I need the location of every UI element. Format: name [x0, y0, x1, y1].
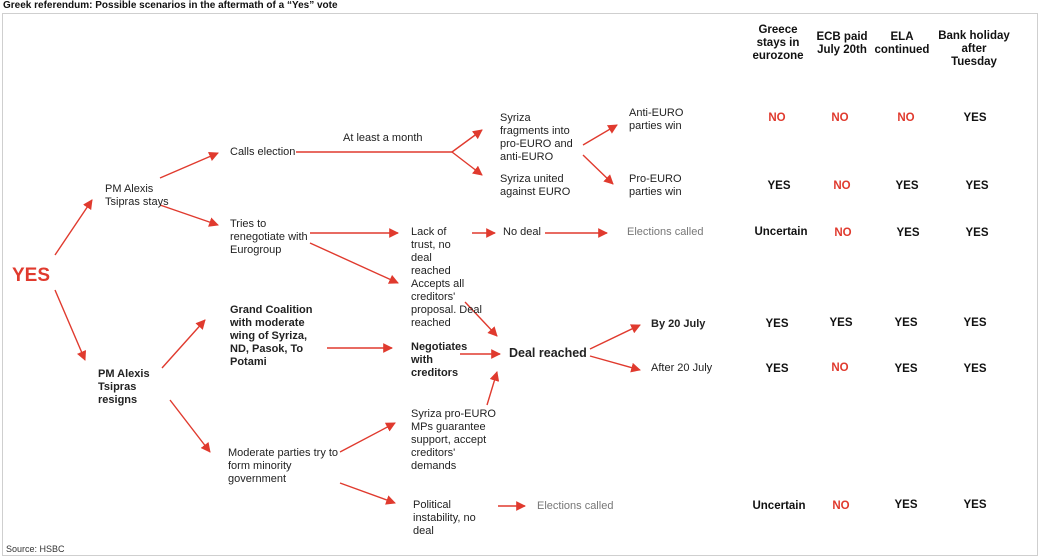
node-syriza-fragments: Syriza fragments into pro-EURO and anti-EURO [500, 112, 573, 163]
cell-greece: YES [765, 318, 789, 330]
arrow-split-to-fragments [452, 130, 482, 152]
arrow-resigns-to-coalition [162, 320, 205, 368]
arrow-split-to-united [452, 152, 482, 175]
cell-bank: YES [965, 227, 989, 239]
cell-greece: Uncertain [754, 226, 808, 238]
node-after-20-july: After 20 July [651, 362, 713, 374]
node-moderate-parties: Moderate parties try to form minority government [228, 447, 339, 485]
cell-greece: YES [767, 180, 791, 192]
node-pm-resigns: PM Alexis Tsipras resigns [98, 368, 150, 406]
node-pro-euro-win: Pro-EURO parties win [629, 173, 682, 198]
arrow-yes-to-resigns [55, 290, 85, 360]
header-ecb-paid: ECB paid July 20th [816, 31, 868, 56]
cell-ecb: NO [831, 112, 849, 124]
arrow-moderate-to-syriza [340, 423, 395, 452]
label-at-least-month: At least a month [343, 132, 423, 144]
header-bank-holiday: Bank holiday after Tuesday [938, 30, 1010, 68]
node-negotiates: Negotiates with creditors [411, 341, 468, 379]
node-syriza-united: Syriza united against EURO [500, 173, 571, 198]
node-lack-of-trust: Lack of trust, no deal reached [411, 226, 451, 277]
node-political-instability: Political instability, no deal [413, 499, 476, 537]
node-anti-euro-win: Anti-EURO parties win [629, 107, 684, 132]
cell-ela: YES [894, 499, 918, 511]
cell-ecb: NO [832, 500, 850, 512]
cell-ela: YES [894, 317, 918, 329]
arrow-moderate-to-instability [340, 483, 395, 503]
cell-greece: NO [768, 112, 786, 124]
arrow-syriza-to-deal [487, 372, 497, 405]
arrow-fragments-to-pro [583, 155, 613, 184]
cell-ecb: NO [834, 227, 852, 239]
node-elections-called-1: Elections called [627, 226, 704, 238]
cell-ela: YES [894, 363, 918, 375]
cell-bank: YES [965, 180, 989, 192]
diagram-title: Greek referendum: Possible scenarios in the aftermath of a “Yes” vote [3, 0, 338, 11]
cell-ela: YES [895, 180, 919, 192]
arrow-resigns-to-moderate [170, 400, 210, 452]
cell-greece: Uncertain [752, 500, 806, 512]
root-yes: YES [12, 265, 51, 286]
node-by-20-july: By 20 July [651, 318, 706, 330]
node-calls-election: Calls election [230, 146, 296, 158]
arrow-renegotiate-to-accepts [310, 243, 398, 283]
cell-bank: YES [963, 112, 987, 124]
node-grand-coalition: Grand Coalition with moderate wing of Syriza, ND, Pasok, To Potami [230, 304, 313, 368]
cell-ela: NO [897, 112, 915, 124]
cell-bank: YES [963, 363, 987, 375]
cell-bank: YES [963, 317, 987, 329]
arrow-deal-to-by20 [590, 325, 640, 349]
cell-ecb: NO [833, 180, 851, 192]
cell-ecb: NO [831, 362, 849, 374]
node-elections-called-2: Elections called [537, 500, 614, 512]
node-syriza-pro-euro: Syriza pro-EURO MPs guarantee support, accept creditors' demands [411, 408, 496, 472]
cell-greece: YES [765, 363, 789, 375]
node-deal-reached: Deal reached [509, 346, 587, 360]
arrow-deal-to-after20 [590, 356, 640, 370]
cell-ecb: YES [829, 317, 853, 329]
cell-bank: YES [963, 499, 987, 511]
node-accepts-all: Accepts all creditors' proposal. Deal reached [411, 278, 482, 329]
node-no-deal: No deal [503, 226, 541, 238]
arrow-stays-to-calls [160, 153, 218, 178]
node-renegotiate: Tries to renegotiate with Eurogroup [230, 218, 308, 256]
cell-ela: YES [896, 227, 920, 239]
header-ela-continued: ELA continued [874, 31, 930, 56]
header-greece-eurozone: Greece stays in eurozone [752, 24, 804, 62]
source-note: Source: HSBC [6, 544, 65, 554]
arrow-yes-to-stays [55, 200, 92, 255]
arrow-fragments-to-anti [583, 125, 617, 145]
node-pm-stays: PM Alexis Tsipras stays [105, 183, 169, 208]
